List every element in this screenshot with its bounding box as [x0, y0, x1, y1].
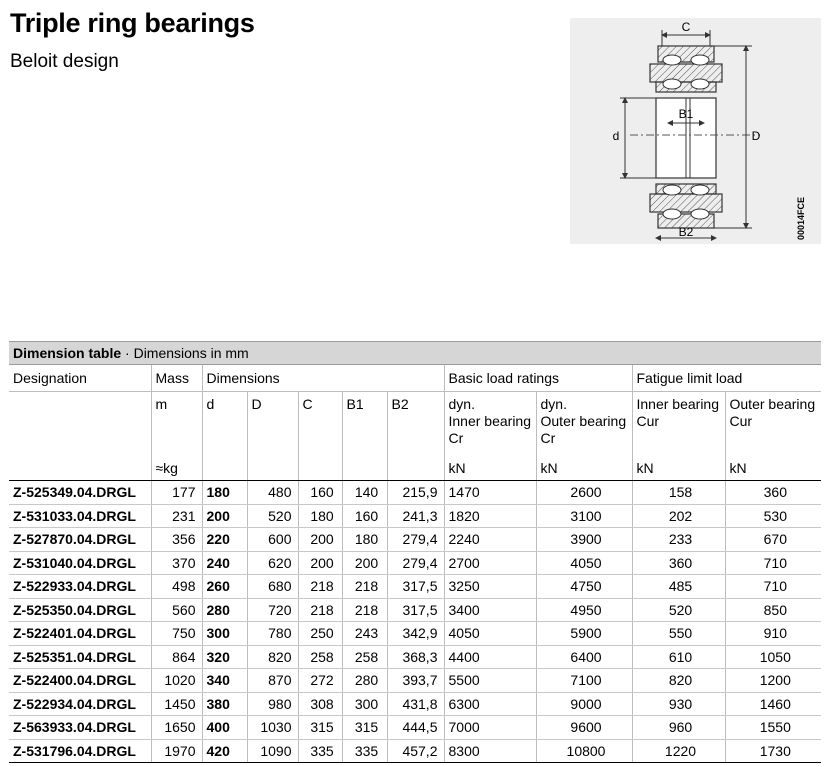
table-row	[9, 669, 821, 693]
cell-designation: Z-522400.04.DRGL	[9, 669, 151, 693]
cell-B1: 315	[342, 716, 387, 740]
cell-d: 300	[202, 622, 247, 646]
cell-d: 180	[202, 481, 247, 505]
cell-designation: Z-522933.04.DRGL	[9, 575, 151, 599]
cell-cur-outer: 670	[725, 528, 821, 552]
cell-designation: Z-522934.04.DRGL	[9, 692, 151, 716]
cell-C: 258	[298, 645, 342, 669]
subheader-dyn-inner	[444, 392, 536, 461]
cell-cr-outer: 9000	[536, 692, 632, 716]
cell-cr-outer: 2600	[536, 481, 632, 505]
cell-mass: 231	[151, 504, 202, 528]
roller-top-2	[691, 55, 709, 65]
cell-designation: Z-563933.04.DRGL	[9, 716, 151, 740]
cell-cr-outer: 4750	[536, 575, 632, 599]
middle-ring-top	[650, 64, 722, 82]
table-row	[9, 622, 821, 646]
cell-designation: Z-525349.04.DRGL	[9, 481, 151, 505]
unit-empty-C	[298, 460, 342, 481]
cell-B1: 160	[342, 504, 387, 528]
cell-d: 400	[202, 716, 247, 740]
roller-top-4	[691, 79, 709, 89]
cell-B1: 300	[342, 692, 387, 716]
subheader-dyn-label: dyn.	[448, 396, 475, 412]
cell-cur-inner: 820	[632, 669, 725, 693]
unit-empty	[9, 460, 151, 481]
cell-cur-inner: 930	[632, 692, 725, 716]
subheader-d: d	[202, 392, 247, 461]
table-subheader-row	[9, 392, 821, 461]
page-subtitle: Beloit design	[10, 51, 119, 72]
roller-bottom-1	[663, 185, 681, 195]
cell-mass: 864	[151, 645, 202, 669]
cell-designation: Z-531040.04.DRGL	[9, 551, 151, 575]
cell-designation: Z-525351.04.DRGL	[9, 645, 151, 669]
cell-cr-inner: 2240	[444, 528, 536, 552]
cell-mass: 1970	[151, 739, 202, 763]
dimension-table	[9, 341, 821, 763]
cell-mass: 1450	[151, 692, 202, 716]
cell-B2: 279,4	[387, 551, 444, 575]
header-dimensions: Dimensions	[202, 365, 444, 392]
cell-B1: 218	[342, 598, 387, 622]
cell-B1: 218	[342, 575, 387, 599]
cell-B2: 444,5	[387, 716, 444, 740]
cell-B2: 457,2	[387, 739, 444, 763]
cell-D: 1030	[247, 716, 298, 740]
cell-cur-inner: 485	[632, 575, 725, 599]
cell-B2: 342,9	[387, 622, 444, 646]
cell-C: 200	[298, 528, 342, 552]
page-title: Triple ring bearings	[10, 8, 255, 38]
cell-cr-inner: 4400	[444, 645, 536, 669]
cell-D: 680	[247, 575, 298, 599]
unit-empty-D	[247, 460, 298, 481]
cell-cr-inner: 3400	[444, 598, 536, 622]
table-row	[9, 598, 821, 622]
cell-B1: 258	[342, 645, 387, 669]
cell-cr-outer: 4050	[536, 551, 632, 575]
middle-ring-bottom	[650, 194, 722, 212]
cell-D: 780	[247, 622, 298, 646]
dim-label-d: d	[612, 129, 620, 143]
table-row	[9, 739, 821, 763]
cell-cr-outer: 9600	[536, 716, 632, 740]
cell-B1: 243	[342, 622, 387, 646]
cell-cur-outer: 710	[725, 575, 821, 599]
cell-d: 200	[202, 504, 247, 528]
cell-D: 600	[247, 528, 298, 552]
cell-D: 870	[247, 669, 298, 693]
cell-cr-inner: 4050	[444, 622, 536, 646]
cell-cur-inner: 360	[632, 551, 725, 575]
cell-D: 620	[247, 551, 298, 575]
cell-C: 272	[298, 669, 342, 693]
cell-B2: 317,5	[387, 598, 444, 622]
cell-cur-outer: 910	[725, 622, 821, 646]
unit-mass: ≈kg	[151, 460, 202, 481]
roller-bottom-3	[663, 209, 681, 219]
subheader-cur: Cur	[636, 413, 660, 429]
table-row	[9, 645, 821, 669]
cell-cur-outer: 1050	[725, 645, 821, 669]
subheader-fatigue-outer	[725, 392, 821, 461]
bearing-cross-section-drawing	[570, 18, 821, 244]
subheader-m: m	[151, 392, 202, 461]
cell-B2: 215,9	[387, 481, 444, 505]
roller-top-3	[663, 79, 681, 89]
table-body	[9, 481, 821, 763]
cell-C: 315	[298, 716, 342, 740]
cell-cr-outer: 5900	[536, 622, 632, 646]
cell-cr-outer: 3100	[536, 504, 632, 528]
cell-mass: 1650	[151, 716, 202, 740]
table-row	[9, 551, 821, 575]
cell-cur-inner: 520	[632, 598, 725, 622]
subheader-C: C	[298, 392, 342, 461]
subheader-cr-2: Cr	[540, 430, 556, 446]
cell-D: 520	[247, 504, 298, 528]
subheader-inner-bearing-2: Inner bearing	[636, 396, 720, 412]
cell-mass: 177	[151, 481, 202, 505]
cell-cr-inner: 6300	[444, 692, 536, 716]
unit-empty-B2	[387, 460, 444, 481]
cell-B2: 393,7	[387, 669, 444, 693]
cell-D: 720	[247, 598, 298, 622]
subheader-D: D	[247, 392, 298, 461]
table-row	[9, 528, 821, 552]
cell-d: 260	[202, 575, 247, 599]
cell-C: 308	[298, 692, 342, 716]
cell-B1: 335	[342, 739, 387, 763]
subheader-outer-bearing: Outer bearing	[540, 413, 627, 429]
subheader-dyn-label-2: dyn.	[540, 396, 567, 412]
cell-cur-inner: 550	[632, 622, 725, 646]
cell-cur-inner: 960	[632, 716, 725, 740]
cell-B2: 431,8	[387, 692, 444, 716]
subheader-dyn-outer	[536, 392, 632, 461]
header-fatigue-limit-load: Fatigue limit load	[632, 365, 821, 392]
cell-cur-outer: 1730	[725, 739, 821, 763]
table-row	[9, 504, 821, 528]
subheader-cr: Cr	[448, 430, 464, 446]
table-row	[9, 481, 821, 505]
subheader-fatigue-inner	[632, 392, 725, 461]
unit-empty-d	[202, 460, 247, 481]
cell-cur-inner: 233	[632, 528, 725, 552]
cell-cur-outer: 1460	[725, 692, 821, 716]
cell-mass: 370	[151, 551, 202, 575]
cell-cr-inner: 8300	[444, 739, 536, 763]
cell-B2: 317,5	[387, 575, 444, 599]
table-row	[9, 716, 821, 740]
cell-d: 380	[202, 692, 247, 716]
cell-D: 980	[247, 692, 298, 716]
header-mass: Mass	[151, 365, 202, 392]
cell-C: 218	[298, 598, 342, 622]
cell-cr-inner: 1470	[444, 481, 536, 505]
table-caption-rest: · Dimensions in mm	[121, 345, 249, 361]
cell-cur-outer: 360	[725, 481, 821, 505]
cell-cur-inner: 158	[632, 481, 725, 505]
cell-B1: 140	[342, 481, 387, 505]
cell-B2: 368,3	[387, 645, 444, 669]
subheader-outer-bearing-2: Outer bearing	[729, 396, 816, 412]
cell-cur-outer: 530	[725, 504, 821, 528]
unit-empty-B1	[342, 460, 387, 481]
cell-designation: Z-531796.04.DRGL	[9, 739, 151, 763]
dim-label-B1: B1	[678, 107, 694, 121]
cell-mass: 750	[151, 622, 202, 646]
cell-cr-inner: 7000	[444, 716, 536, 740]
cell-cur-inner: 1220	[632, 739, 725, 763]
cell-designation: Z-522401.04.DRGL	[9, 622, 151, 646]
cell-cur-outer: 1200	[725, 669, 821, 693]
cell-cr-inner: 2700	[444, 551, 536, 575]
unit-kn-inner-cur: kN	[632, 460, 725, 481]
table-caption	[9, 342, 821, 365]
table-caption-row	[9, 342, 821, 365]
cell-d: 340	[202, 669, 247, 693]
cell-cr-outer: 10800	[536, 739, 632, 763]
cell-d: 420	[202, 739, 247, 763]
cell-mass: 560	[151, 598, 202, 622]
cell-mass: 498	[151, 575, 202, 599]
subheader-cur-2: Cur	[729, 413, 753, 429]
cell-C: 160	[298, 481, 342, 505]
cell-D: 820	[247, 645, 298, 669]
cell-d: 280	[202, 598, 247, 622]
cell-cur-outer: 710	[725, 551, 821, 575]
cell-cr-outer: 7100	[536, 669, 632, 693]
header-basic-load-ratings: Basic load ratings	[444, 365, 632, 392]
table-row	[9, 692, 821, 716]
cell-cur-outer: 1550	[725, 716, 821, 740]
subheader-inner-bearing: Inner bearing	[448, 413, 532, 429]
table-unit-row	[9, 460, 821, 481]
dim-label-D: D	[751, 129, 761, 143]
cell-B1: 200	[342, 551, 387, 575]
cell-cur-outer: 850	[725, 598, 821, 622]
roller-bottom-2	[691, 185, 709, 195]
cell-mass: 1020	[151, 669, 202, 693]
subheader-empty	[9, 392, 151, 461]
cell-cr-inner: 5500	[444, 669, 536, 693]
table-row	[9, 575, 821, 599]
cell-cr-outer: 6400	[536, 645, 632, 669]
header-designation: Designation	[9, 365, 151, 392]
cell-cur-inner: 610	[632, 645, 725, 669]
cell-D: 1090	[247, 739, 298, 763]
cell-C: 335	[298, 739, 342, 763]
cell-C: 180	[298, 504, 342, 528]
roller-bottom-4	[691, 209, 709, 219]
table-caption-bold: Dimension table	[13, 345, 122, 361]
cell-B2: 279,4	[387, 528, 444, 552]
bearing-drawing-svg	[570, 18, 821, 244]
subheader-B2: B2	[387, 392, 444, 461]
figure-code: 00014FCE	[796, 196, 806, 240]
cell-d: 320	[202, 645, 247, 669]
cell-C: 250	[298, 622, 342, 646]
dim-label-C: C	[681, 20, 691, 34]
cell-cr-inner: 3250	[444, 575, 536, 599]
cell-d: 240	[202, 551, 247, 575]
cell-cr-outer: 3900	[536, 528, 632, 552]
cell-d: 220	[202, 528, 247, 552]
cell-designation: Z-525350.04.DRGL	[9, 598, 151, 622]
cell-B1: 280	[342, 669, 387, 693]
cell-cur-inner: 202	[632, 504, 725, 528]
cell-cr-outer: 4950	[536, 598, 632, 622]
unit-kn-inner-cr: kN	[444, 460, 536, 481]
unit-kn-outer-cr: kN	[536, 460, 632, 481]
cell-B1: 180	[342, 528, 387, 552]
roller-top-1	[663, 55, 681, 65]
cell-D: 480	[247, 481, 298, 505]
subheader-B1: B1	[342, 392, 387, 461]
unit-kn-outer-cur: kN	[725, 460, 821, 481]
cell-C: 218	[298, 575, 342, 599]
cell-mass: 356	[151, 528, 202, 552]
cell-cr-inner: 1820	[444, 504, 536, 528]
table-group-header-row	[9, 365, 821, 392]
cell-designation: Z-531033.04.DRGL	[9, 504, 151, 528]
dim-label-B2: B2	[678, 225, 694, 239]
cell-C: 200	[298, 551, 342, 575]
cell-designation: Z-527870.04.DRGL	[9, 528, 151, 552]
cell-B2: 241,3	[387, 504, 444, 528]
